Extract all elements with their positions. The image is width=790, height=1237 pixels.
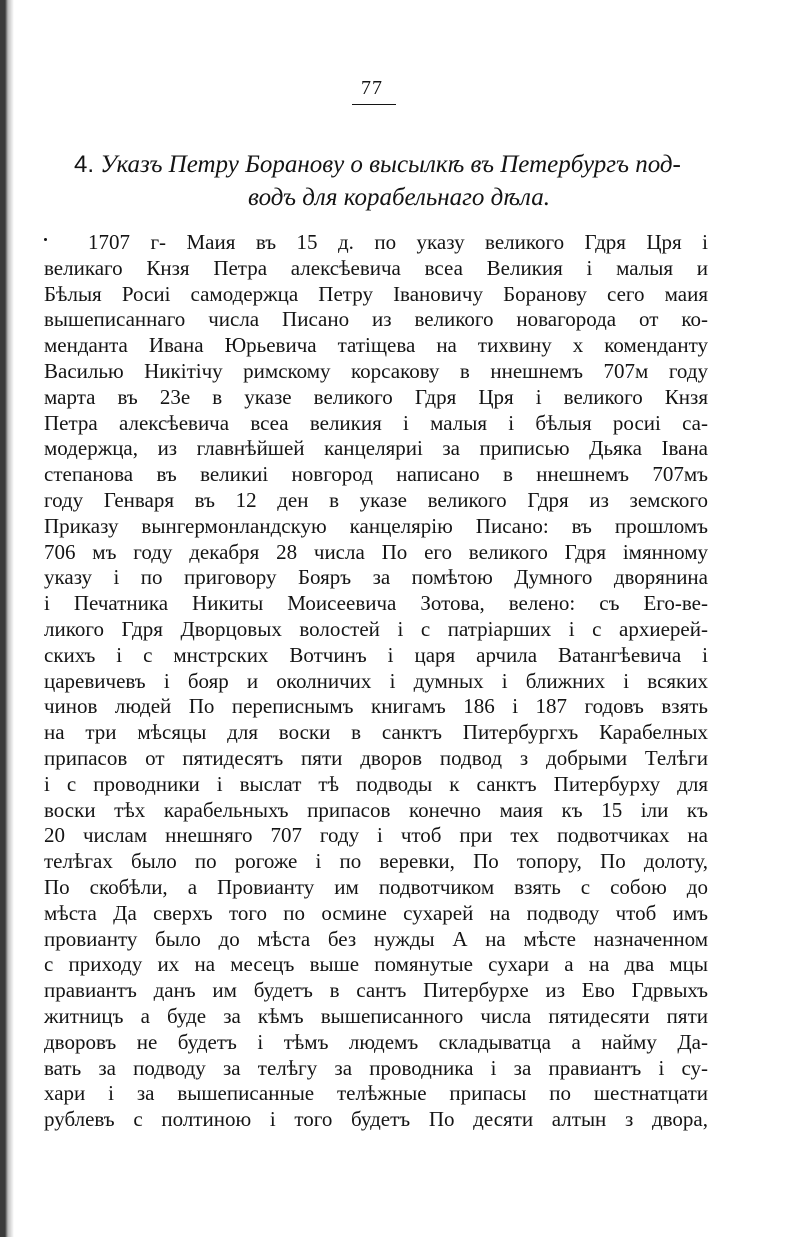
body-text xyxy=(44,230,708,1133)
text-line: году Генваря въ 12 ден в указе великого Гдря из земского xyxy=(44,487,708,512)
text-line: чинов людей По переписнымъ книгамъ 186 і 187 годовъ взять xyxy=(44,694,708,719)
text-line: припасов от пятидесятъ пяти дворов подвод з добрыми Телѣги xyxy=(44,745,708,770)
text-line: дворовъ не будетъ і тѣмъ людемъ складыватца а найму Да- xyxy=(44,1029,708,1054)
page-edge-shadow xyxy=(0,0,14,1237)
text-line: воски тѣх карабельныхъ припасов конечно маия къ 15 іли къ xyxy=(44,797,708,822)
text-line: вышеписаннаго числа Писано из великого новагорода от ко- xyxy=(44,307,708,332)
title-text-1: Указъ Петру Боранову о высылкѣ въ Петербургъ под- xyxy=(100,151,681,178)
text-line: телѣгах было по рогоже і по веревки, По топору, По долоту, xyxy=(44,849,708,874)
text-line: і Печатника Никиты Моисеевича Зотова, велено: съ Его-ве- xyxy=(44,591,708,616)
text-line: Бѣлыя Росиі самодержца Петру Івановичу Боранову сего маия xyxy=(44,281,708,306)
text-line: великаго Кнзя Петра алексѣевича всеа Великия і малыя и xyxy=(44,255,708,280)
title-number: 4. xyxy=(74,151,95,178)
page-number-rule xyxy=(352,104,396,105)
text-line: По скобѣли, а Провианту им подвотчиком взять с собою до xyxy=(44,874,708,899)
text-line: царевичевъ і бояр и околничих і думных і ближних і всяких xyxy=(44,668,708,693)
text-line: степанова въ великиі новгород написано в ннешнемъ 707мъ xyxy=(44,462,708,487)
text-line: скихъ і с мнстрских Вотчинъ і царя арчила Ватангѣевича і xyxy=(44,642,708,667)
text-line: Петра алексѣевича всеа великия і малыя і бѣлыя росиі са- xyxy=(44,410,708,435)
page-number: 77 xyxy=(361,77,383,99)
text-line: рублевъ с полтиною і того будетъ По десяти алтын з двора, xyxy=(44,1107,708,1132)
text-line: правиантъ данъ им будетъ в сантъ Питербурхе из Ево Гдрвыхъ xyxy=(44,978,708,1003)
text-line: хари і за вышеписанные телѣжные припасы по шестнатцати xyxy=(44,1081,708,1106)
text-line: ликого Гдря Дворцовых волостей і с патріарших і с архиерей- xyxy=(44,616,708,641)
text-line: марта въ 23е в указе великого Гдря Цря і великого Кнзя xyxy=(44,384,708,409)
text-line: і с проводники і выслат тѣ подводы к санктъ Питербурху для xyxy=(44,771,708,796)
title-line-2: водъ для корабельнаго дѣла. xyxy=(248,184,550,211)
document-title xyxy=(74,148,724,214)
text-line: указу і по приговору Бояръ за помѣтою Думного дворянина xyxy=(44,565,708,590)
text-line: на три мѣсяцы для воски в санктъ Питербургхъ Карабелных xyxy=(44,720,708,745)
text-line: житницъ а буде за кѣмъ вышеписанного числа пятидесяти пяти xyxy=(44,1003,708,1028)
text-line: 20 числам ннешняго 707 году і чтоб при тех подвотчиках на xyxy=(44,823,708,848)
text-line: провианту было до мѣста без нужды А на мѣсте назначенном xyxy=(44,926,708,951)
text-line: с приходу их на месецъ выше помянутые сухари а на два мцы xyxy=(44,952,708,977)
text-line: Василью Никітічу римскому корсакову в ннешнемъ 707м году xyxy=(44,358,708,383)
title-line-1 xyxy=(74,148,724,181)
text-line: 1707 г- Маия въ 15 д. по указу великого Гдря Цря і xyxy=(88,230,708,254)
text-line: мѣста Да сверхъ того по осмине сухарей на подводу чтоб имъ xyxy=(44,900,708,925)
text-line: Приказу вынгермонландскую канцелярію Писано: въ прошломъ xyxy=(44,513,708,538)
text-line: менданта Ивана Юрьевича татіщева на тихвину х коменданту xyxy=(44,333,708,358)
text-line: 706 мъ году декабря 28 числа По его великого Гдря імянному xyxy=(44,539,708,564)
text-line: вать за подводу за телѣгу за проводника і за правиантъ і су- xyxy=(44,1055,708,1080)
text-line: модержца, из главнѣйшей канцеляриі за приписью Дьяка Івана xyxy=(44,436,708,461)
